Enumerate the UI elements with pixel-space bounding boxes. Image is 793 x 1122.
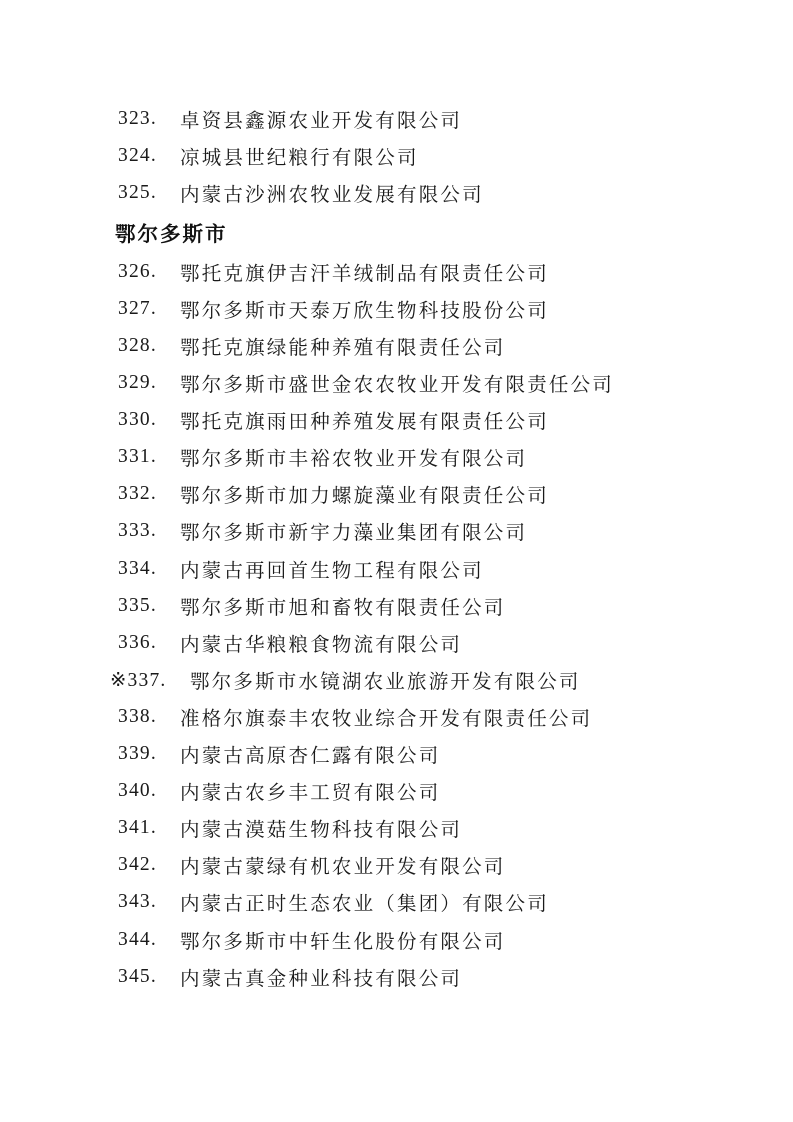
company-name: 鄂尔多斯市盛世金农农牧业开发有限责任公司 [180, 375, 615, 397]
list-item [0, 736, 793, 773]
list-item [0, 402, 793, 439]
list-item [0, 174, 793, 211]
company-name: 鄂尔多斯市水镜湖农业旅游开发有限公司 [190, 671, 581, 693]
company-name: 鄂托克旗雨田种养殖发展有限责任公司 [180, 412, 549, 434]
list-item [0, 290, 793, 327]
item-number: 340. [118, 780, 157, 802]
company-name: 内蒙古农乡丰工贸有限公司 [180, 783, 441, 805]
company-name: 鄂尔多斯市丰裕农牧业开发有限公司 [180, 449, 528, 471]
item-number: 344. [118, 928, 157, 950]
item-number: 339. [118, 743, 157, 765]
item-number: 343. [118, 891, 157, 913]
item-number: 326. [118, 260, 157, 282]
list-item [0, 624, 793, 661]
company-name: 内蒙古蒙绿有机农业开发有限公司 [180, 857, 506, 879]
item-number: 327. [118, 297, 157, 319]
company-name: 准格尔旗泰丰农牧业综合开发有限责任公司 [180, 708, 593, 730]
company-name: 鄂尔多斯市旭和畜牧有限责任公司 [180, 597, 506, 619]
company-name: 鄂尔多斯市中轩生化股份有限公司 [180, 931, 506, 953]
item-number: 341. [118, 817, 157, 839]
item-number: 335. [118, 594, 157, 616]
list-item [0, 253, 793, 290]
company-name: 鄂尔多斯市天泰万欣生物科技股份公司 [180, 300, 549, 322]
list-item [0, 365, 793, 402]
item-number: 329. [118, 372, 157, 394]
company-name: 内蒙古再回首生物工程有限公司 [180, 560, 484, 582]
company-name: 内蒙古华粮粮食物流有限公司 [180, 634, 463, 656]
item-number: 325. [118, 181, 157, 203]
list-item [0, 513, 793, 550]
list-item [0, 587, 793, 624]
list-item [0, 810, 793, 847]
company-name: 内蒙古正时生态农业（集团）有限公司 [180, 894, 549, 916]
company-name: 鄂尔多斯市加力螺旋藻业有限责任公司 [180, 486, 549, 508]
company-name: 鄂托克旗伊吉汗羊绒制品有限责任公司 [180, 263, 549, 285]
item-number: 336. [118, 631, 157, 653]
company-name: 内蒙古真金种业科技有限公司 [180, 968, 463, 990]
company-name: 内蒙古高原杏仁露有限公司 [180, 746, 441, 768]
item-number: 330. [118, 409, 157, 431]
list-item [0, 773, 793, 810]
list-item [0, 476, 793, 513]
list-item [0, 327, 793, 364]
list-item [0, 958, 793, 995]
section-header: 鄂尔多斯市 [115, 223, 228, 247]
list-item [0, 100, 793, 137]
item-number: 331. [118, 446, 157, 468]
list-item [0, 847, 793, 884]
company-name: 内蒙古漠菇生物科技有限公司 [180, 820, 463, 842]
item-number: ※337. [110, 669, 167, 691]
list-item [0, 550, 793, 587]
list-item-flagged [0, 661, 793, 698]
company-name: 内蒙古沙洲农牧业发展有限公司 [180, 184, 484, 206]
item-number: 342. [118, 854, 157, 876]
list-item [0, 698, 793, 735]
list-item [0, 884, 793, 921]
item-number: 323. [118, 107, 157, 129]
item-number: 328. [118, 335, 157, 357]
item-number: 333. [118, 520, 157, 542]
company-name: 鄂尔多斯市新宇力藻业集团有限公司 [180, 523, 528, 545]
list-item [0, 137, 793, 174]
item-number: 338. [118, 705, 157, 727]
list-item [0, 921, 793, 958]
item-number: 345. [118, 965, 157, 987]
company-name: 鄂托克旗绿能种养殖有限责任公司 [180, 338, 506, 360]
list-item [0, 439, 793, 476]
item-number: 324. [118, 144, 157, 166]
item-number: 332. [118, 483, 157, 505]
item-number: 334. [118, 557, 157, 579]
company-name: 卓资县鑫源农业开发有限公司 [180, 110, 463, 132]
company-name: 凉城县世纪粮行有限公司 [180, 147, 419, 169]
